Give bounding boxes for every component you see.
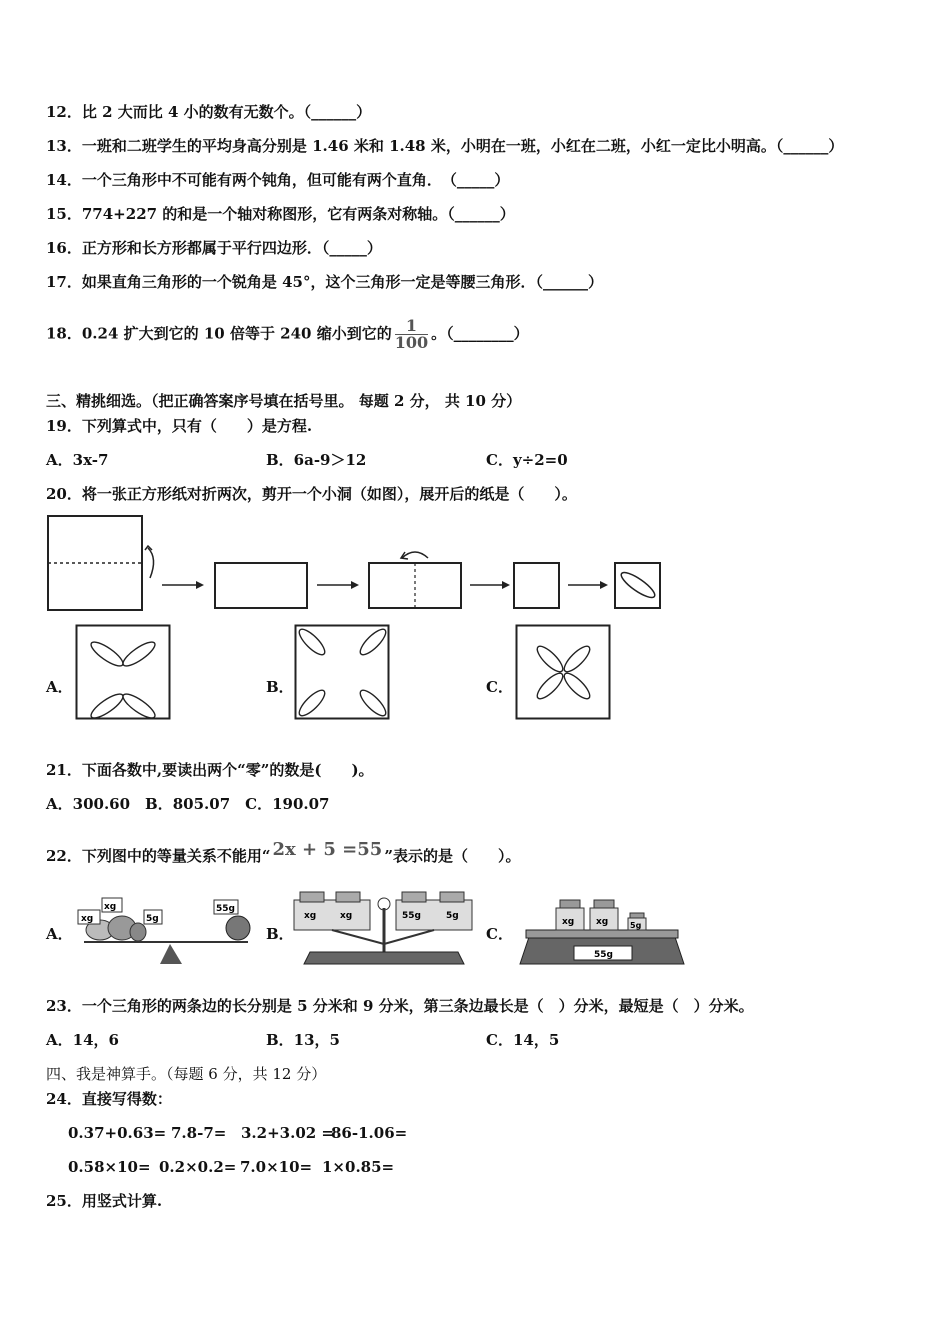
q20-option-a: A． (46, 678, 73, 696)
calc-item: 7.0×10= (240, 1158, 313, 1176)
weight-label: 55g (216, 904, 235, 914)
q21-options: A．300.60 B．805.07 C．190.07 (46, 795, 330, 813)
display-label: 55g (594, 950, 613, 960)
weight-label: xg (304, 911, 317, 921)
weight-label: xg (81, 914, 94, 924)
fraction (395, 318, 428, 351)
calc-item: 86-1.06= (331, 1124, 408, 1142)
q20-option-a-figure (75, 624, 172, 721)
weight-label: xg (104, 902, 117, 912)
q23-option-a: A．14，6 (46, 1031, 119, 1049)
fold-arrow-icon (148, 548, 154, 578)
weight-label: xg (562, 917, 575, 927)
question-20: 20．将一张正方形纸对折两次，剪开一个小洞（如图），展开后的纸是（ ）。 (46, 485, 577, 503)
q20-option-b: B． (266, 678, 294, 696)
folding-process-figure (44, 512, 669, 616)
question-13: 13．一班和二班学生的平均身高分别是 1.46 米和 1.48 米，小明在一班，小红在二班，小红一定比小明高。（______） (46, 137, 844, 155)
q23-option-c: C．14，5 (486, 1031, 560, 1049)
weight-label: 5g (630, 921, 642, 930)
weight-label: 5g (446, 911, 459, 921)
calc-item: 0.58×10= (68, 1158, 151, 1176)
digital-scale-figure (516, 892, 688, 970)
seesaw-figure (72, 892, 257, 968)
question-25: 25．用竖式计算. (46, 1192, 163, 1210)
q22-text-end: ”表示的是（ ）。 (384, 847, 521, 865)
cut-square (615, 563, 660, 608)
fraction-denominator: 100 (394, 333, 429, 352)
q22-option-c: C． (486, 925, 513, 943)
q23-option-b: B．13，5 (266, 1031, 340, 1049)
question-17: 17．如果直角三角形的一个锐角是 45°，这个三角形一定是等腰三角形．（______） (46, 273, 603, 291)
weight-label: 5g (146, 914, 159, 924)
folded-rectangle (215, 563, 307, 608)
weight-label: xg (340, 911, 353, 921)
question-19: 19．下列算式中，只有（ ）是方程. (46, 417, 313, 435)
fold-arrow-icon-2 (402, 552, 428, 558)
weight-label: 55g (402, 911, 421, 921)
q22-option-b: B． (266, 925, 294, 943)
question-23: 23．一个三角形的两条边的长分别是 5 分米和 9 分米，第三条边最长是（ ）分米，最短是（ ）分米。 (46, 997, 754, 1015)
fraction-numerator: 1 (395, 318, 428, 335)
q19-option-a: A．3x-7 (46, 451, 109, 469)
calc-item: 0.37+0.63= (68, 1124, 167, 1142)
calc-item: 7.8-7= (171, 1124, 227, 1142)
calc-item: 1×0.85= (322, 1158, 395, 1176)
q19-option-c: C．y÷2=0 (486, 451, 568, 469)
hole-shape (618, 569, 658, 602)
question-16: 16．正方形和长方形都属于平行四边形．（_____） (46, 239, 382, 257)
q22-option-a: A． (46, 925, 73, 943)
section-3-title: 三、精挑细选。（把正确答案序号填在括号里。 每题 2 分， 共 10 分） (46, 392, 522, 410)
question-15: 15．774+227 的和是一个轴对称图形，它有两条对称轴。（______） (46, 205, 515, 223)
q20-option-b-figure (294, 624, 391, 721)
q19-option-b: B．6a-9＞12 (266, 451, 367, 469)
question-24: 24．直接写得数： (46, 1090, 172, 1108)
q22-text: 22．下列图中的等量关系不能用“ (46, 847, 271, 865)
question-22 (46, 840, 520, 866)
calc-item: 0.2×0.2= (159, 1158, 237, 1176)
q18-text: 18．0.24 扩大到它的 10 倍等于 240 缩小到它的 (46, 324, 392, 343)
question-21: 21．下面各数中,要读出两个“零”的数是( )。 (46, 761, 374, 779)
q18-blank: 。（________） (431, 324, 529, 343)
question-14: 14．一个三角形中不可能有两个钝角，但可能有两个直角． （_____） (46, 171, 510, 189)
question-18 (46, 318, 529, 351)
q20-option-c-figure (515, 624, 612, 721)
balance-scale-figure (292, 888, 477, 970)
q20-option-c: C． (486, 678, 513, 696)
question-12: 12．比 2 大而比 4 小的数有无数个。（______） (46, 103, 372, 121)
equation: 2x + 5 =55 (272, 839, 383, 860)
calc-item: 3.2+3.02 = (241, 1124, 334, 1142)
folded-square (514, 563, 559, 608)
weight-label: xg (596, 917, 609, 927)
section-4-title: 四、我是神算手。（每题 6 分，共 12 分） (46, 1065, 327, 1083)
